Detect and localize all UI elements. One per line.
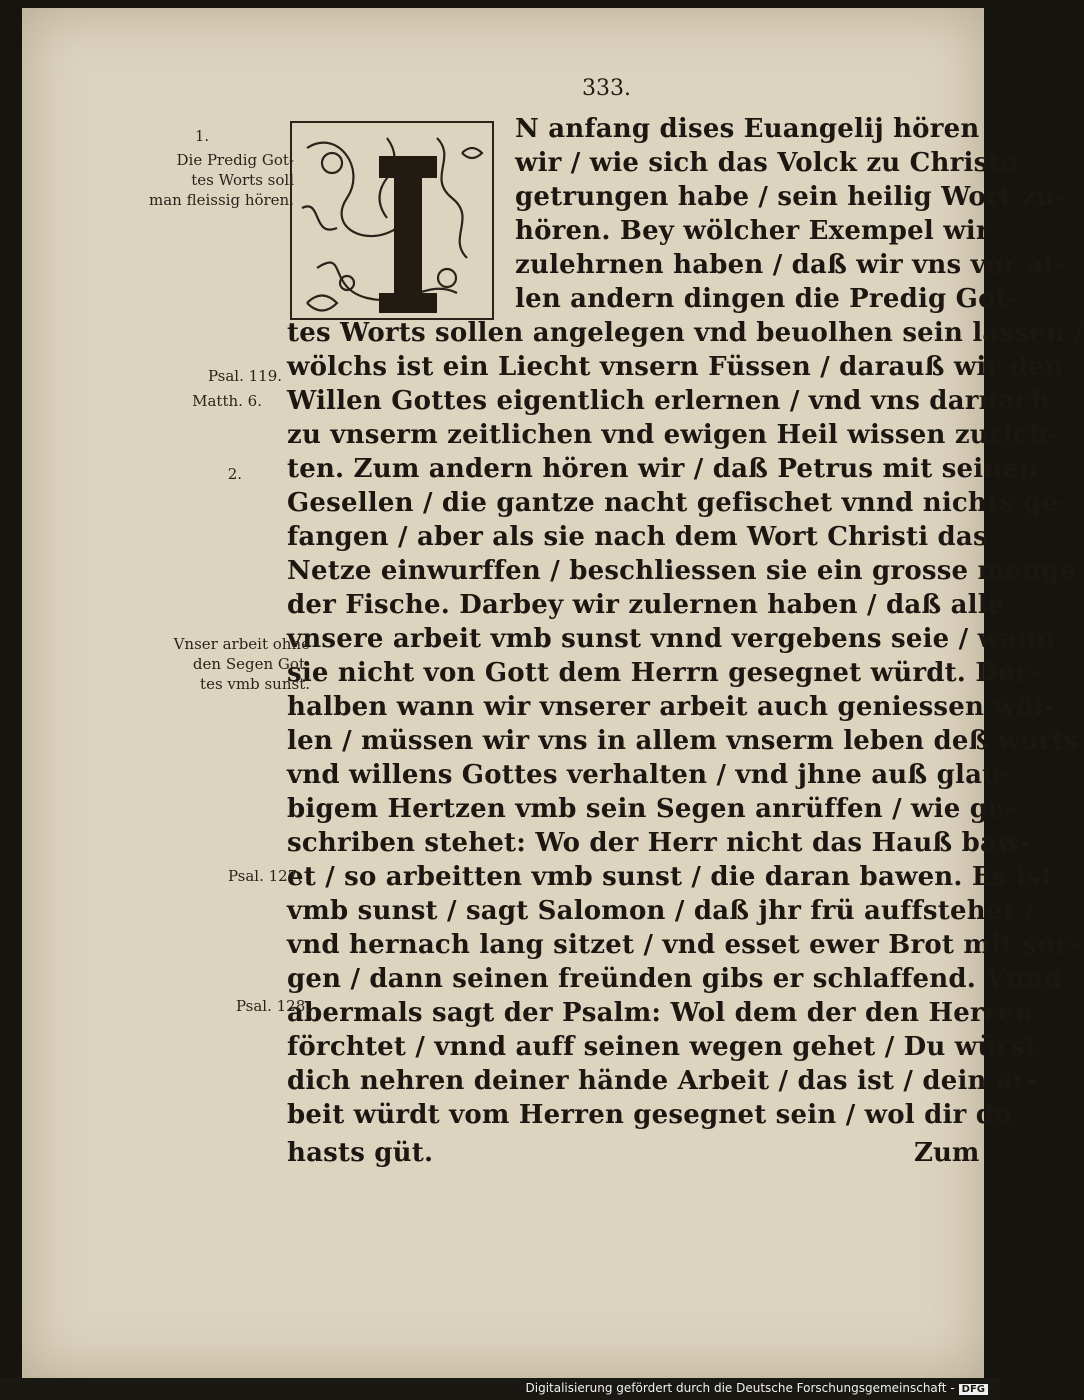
- text-line: getrungen habe / sein heilig Wort zu-: [515, 182, 1067, 212]
- marginal-note: [104, 150, 294, 210]
- marginal-note-line: man fleissig hören.: [148, 191, 294, 209]
- main-text: [287, 112, 1084, 1170]
- text-line: beit würdt vom Herren gesegnet sein / wol dir du: [287, 1100, 1014, 1130]
- book-page: [22, 8, 1084, 1378]
- text-line: der Fische. Darbey wir zulernen haben / daß alle: [287, 590, 1005, 620]
- text-line: vnd hernach lang sitzet / vnd esset ewer Brot mit sor-: [287, 930, 1080, 960]
- text-line: et / so arbeitten vmb sunst / die daran bawen. Es ist: [287, 862, 1054, 892]
- footer-text: Digitalisierung gefördert durch die Deutsche Forschungsgemeinschaft -: [525, 1381, 955, 1395]
- text-line: len / müssen wir vns in allem vnserm leben deß worts: [287, 726, 1079, 756]
- text-line: abermals sagt der Psalm: Wol dem der den Herren: [287, 998, 1034, 1028]
- scripture-reference: Psal. 128.: [235, 997, 310, 1015]
- text-line: wir / wie sich das Volck zu Christo: [515, 148, 1019, 178]
- text-line: hasts güt.: [287, 1138, 434, 1168]
- text-line: wölchs ist ein Liecht vnsern Füssen / darauß wir den: [287, 352, 1064, 382]
- scripture-reference: Matth. 6.: [192, 392, 262, 410]
- text-line: dich nehren deiner hände Arbeit / das ist / dein ar-: [287, 1066, 1038, 1096]
- text-line: vnsere arbeit vmb sunst vnnd vergebens seie / wann: [287, 624, 1056, 654]
- page-number: 333.: [582, 76, 631, 101]
- marginal-note-line: Vnser arbeit ohne: [173, 635, 310, 653]
- marginal-note-line: tes Worts soll: [191, 171, 294, 189]
- text-line: gen / dann seinen freünden gibs er schlaffend. Vnnd: [287, 964, 1063, 994]
- marginal-note-line: tes vmb sunst.: [200, 675, 310, 693]
- text-line: Willen Gottes eigentlich erlernen / vnd vns darnach: [287, 386, 1050, 416]
- footer-credit: [526, 1381, 989, 1395]
- text-line: halben wann wir vnserer arbeit auch geniessen wöl-: [287, 692, 1055, 722]
- scripture-reference: Psal. 119.: [207, 367, 282, 385]
- marginal-note: [114, 634, 310, 694]
- text-line: schriben stehet: Wo der Herr nicht das Hauß baw-: [287, 828, 1031, 858]
- marginal-note-number: 1.: [194, 127, 210, 145]
- text-line: hören. Bey wölcher Exempel wir: [515, 216, 990, 246]
- scripture-reference: Psal. 127.: [227, 867, 302, 885]
- marginal-note-line: den Segen Got-: [192, 655, 310, 673]
- text-line: len andern dingen die Predig Got-: [515, 284, 1019, 314]
- text-line: zulehrnen haben / daß wir vns vor al-: [515, 250, 1065, 280]
- text-line: bigem Hertzen vmb sein Segen anrüffen / wie ge-: [287, 794, 1016, 824]
- text-line: ten. Zum andern hören wir / daß Petrus mit seinen: [287, 454, 1039, 484]
- text-line: vmb sunst / sagt Salomon / daß jhr frü auffstehet /: [287, 896, 1034, 926]
- text-line: fangen / aber als sie nach dem Wort Christi das: [287, 522, 988, 552]
- text-line: förchtet / vnnd auff seinen wegen gehet / Du würst: [287, 1032, 1038, 1062]
- text-line: Netze einwurffen / beschliessen sie ein grosse menge: [287, 556, 1077, 586]
- marginal-note-line: Die Predig Got-: [176, 151, 294, 169]
- text-line: N anfang dises Euangelij hören: [515, 114, 980, 144]
- text-line: tes Worts sollen angelegen vnd beuolhen sein lassen /: [287, 318, 1084, 348]
- catchword: Zum: [914, 1138, 980, 1168]
- marginal-note-number: 2.: [227, 465, 242, 483]
- text-line: vnd willens Gottes verhalten / vnd jhne auß glau-: [287, 760, 1013, 790]
- text-line: sie nicht von Gott dem Herrn gesegnet würdt. Der-: [287, 658, 1040, 688]
- text-line: zu vnserm zeitlichen vnd ewigen Heil wissen zurich-: [287, 420, 1059, 450]
- dfg-logo: DFG: [959, 1384, 988, 1395]
- text-line: Gesellen / die gantze nacht gefischet vnnd nichts ge-: [287, 488, 1070, 518]
